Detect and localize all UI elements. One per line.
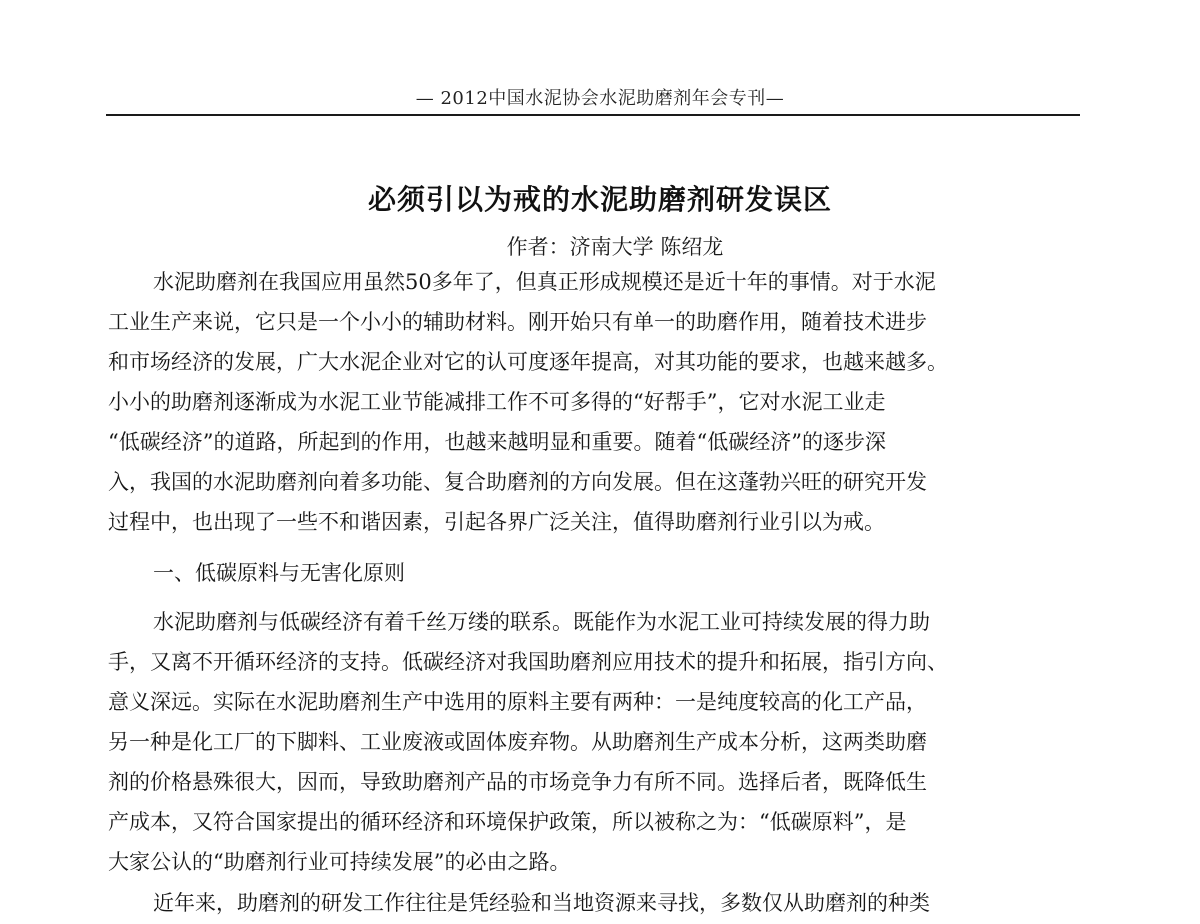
body-line: 另一种是化工厂的下脚料、工业废液或固体废弃物。从助磨剂生产成本分析，这两类助磨 <box>108 730 927 754</box>
header-rule <box>106 114 1080 116</box>
body-line: 小小的助磨剂逐渐成为水泥工业节能减排工作不可多得的“好帮手”，它对水泥工业走 <box>108 390 886 414</box>
article-author: 作者：济南大学 陈绍龙 <box>506 235 724 259</box>
body-line: 大家公认的“助磨剂行业可持续发展”的必由之路。 <box>108 850 571 874</box>
body-line: 手，又离不开循环经济的支持。低碳经济对我国助磨剂应用技术的提升和拓展，指引方向、 <box>108 650 948 674</box>
body-line: 剂的价格悬殊很大，因而，导致助磨剂产品的市场竞争力有所不同。选择后者，既降低生 <box>108 770 927 794</box>
body-line: 产成本，又符合国家提出的循环经济和环境保护政策，所以被称之为：“低碳原料”，是 <box>108 810 907 834</box>
body-line: 近年来，助磨剂的研发工作往往是凭经验和当地资源来寻找，多数仅从助磨剂的种类 <box>153 891 930 915</box>
body-line: 入，我国的水泥助磨剂向着多功能、复合助磨剂的方向发展。但在这蓬勃兴旺的研究开发 <box>108 470 927 494</box>
body-line: 水泥助磨剂在我国应用虽然50多年了，但真正形成规模还是近十年的事情。对于水泥 <box>153 270 936 294</box>
body-line: 意义深远。实际在水泥助磨剂生产中选用的原料主要有两种：一是纯度较高的化工产品， <box>108 690 927 714</box>
article-title: 必须引以为戒的水泥助磨剂研发误区 <box>367 183 832 216</box>
running-header: — 2012中国水泥协会水泥助磨剂年会专刊— <box>415 88 785 109</box>
body-line: 和市场经济的发展，广大水泥企业对它的认可度逐年提高，对其功能的要求，也越来越多。 <box>108 350 948 374</box>
body-line: 过程中，也出现了一些不和谐因素，引起各界广泛关注，值得助磨剂行业引以为戒。 <box>108 510 885 534</box>
body-line: “低碳经济”的道路，所起到的作用，也越来越明显和重要。随着“低碳经济”的逐步深 <box>108 430 886 454</box>
body-line: 水泥助磨剂与低碳经济有着千丝万缕的联系。既能作为水泥工业可持续发展的得力助 <box>153 610 930 634</box>
section-heading: 一、低碳原料与无害化原则 <box>153 561 405 585</box>
body-line: 工业生产来说，它只是一个小小的辅助材料。刚开始只有单一的助磨作用，随着技术进步 <box>108 310 927 334</box>
